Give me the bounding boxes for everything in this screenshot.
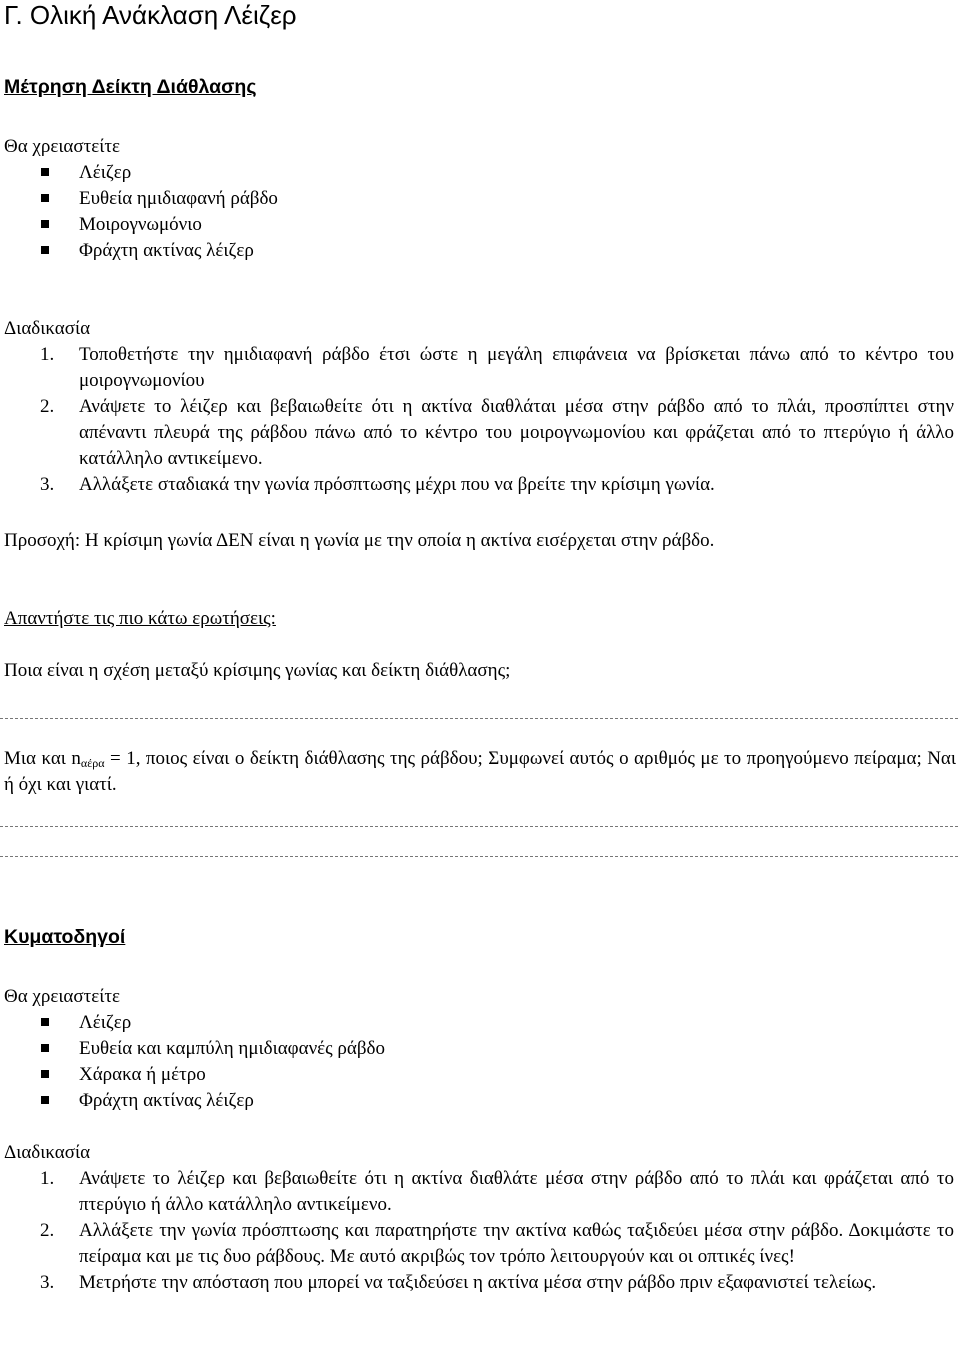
- answer-line: [0, 718, 958, 719]
- materials-list: [0, 160, 278, 264]
- list-item: Ευθεία και καμπύλη ημιδιαφανές ράβδο: [0, 1036, 385, 1062]
- question-1: Ποια είναι η σχέση μεταξύ κρίσιμης γωνίας και δείκτη διάθλασης;: [4, 660, 511, 681]
- list-item: 3. Μετρήστε την απόσταση που μπορεί να ταξιδεύσει η ακτίνα μέσα στην ράβδο πριν εξαφανιστεί τελείως.: [40, 1272, 877, 1293]
- answer-line: [0, 826, 958, 827]
- materials-label: Θα χρειαστείτε: [4, 986, 120, 1007]
- square-bullet-icon: [41, 246, 49, 254]
- list-item: Χάρακα ή μέτρο: [0, 1062, 385, 1088]
- list-item: 3. Αλλάξετε σταδιακά την γωνία πρόσπτωσης μέχρι που να βρείτε την κρίσιμη γωνία.: [40, 474, 715, 495]
- answer-line: [0, 856, 958, 857]
- square-bullet-icon: [41, 1044, 49, 1052]
- procedure-label: Διαδικασία: [4, 318, 91, 339]
- square-bullet-icon: [41, 1070, 49, 1078]
- square-bullet-icon: [41, 1096, 49, 1104]
- questions-label: Απαντήστε τις πιο κάτω ερωτήσεις:: [4, 608, 276, 629]
- list-item: 1. Τοποθετήστε την ημιδιαφανή ράβδο έτσι ώστε η μεγάλη επιφάνεια να βρίσκεται πάνω από το κέντρο του μοιρογνωμονίου: [40, 344, 954, 391]
- square-bullet-icon: [41, 220, 49, 228]
- section-heading-waveguides: Κυματοδηγοί: [4, 926, 126, 948]
- section-heading-refractive-index: Μέτρηση Δείκτη Διάθλασης: [4, 76, 257, 98]
- page-title: Γ. Ολική Ανάκλαση Λέιζερ: [4, 0, 297, 30]
- list-item: Λέιζερ: [0, 160, 278, 186]
- procedure-label: Διαδικασία: [4, 1142, 91, 1163]
- list-item: 1. Ανάψετε το λέιζερ και βεβαιωθείτε ότι η ακτίνα διαθλάτε μέσα στην ράβδο από το πλάι και φράζεται από το πτερύγιο ή άλλο κατάλληλο αντικείμενο.: [40, 1168, 954, 1215]
- list-item: Φράχτη ακτίνας λέιζερ: [0, 1088, 385, 1114]
- question-2: Μια και $n_{\alpha έ\rho\alpha} = 1$, ποιος είναι ο δείκτη διάθλασης της ράβδου; Συμφωνεί αυτός ο αριθμός με το προηγούμενο πείραμα; Ναι ή όχι και γιατί.: [4, 748, 957, 795]
- list-item: Φράχτη ακτίνας λέιζερ: [0, 238, 278, 264]
- list-item: 2. Αλλάξετε την γωνία πρόσπτωσης και παρατηρήστε την ακτίνα καθώς ταξιδεύει μέσα στην ράβδο. Δοκιμάστε το πείραμα και με τις δυο ράβδους. Με αυτό ακριβώς τον τρόπο λειτουργούν και οι οπτικές ίνες!: [40, 1220, 954, 1267]
- list-item: Μοιρογνωμόνιο: [0, 212, 278, 238]
- square-bullet-icon: [41, 1018, 49, 1026]
- warning-note: Προσοχή: Η κρίσιμη γωνία ΔΕΝ είναι η γωνία με την οποία η ακτίνα εισέρχεται στην ράβδο.: [4, 530, 715, 551]
- list-item: Λέιζερ: [0, 1010, 385, 1036]
- materials-list: [0, 1010, 385, 1114]
- procedure-steps: [0, 342, 958, 498]
- procedure-steps: [0, 1166, 958, 1296]
- materials-label: Θα χρειαστείτε: [4, 136, 120, 157]
- list-item: 2. Ανάψετε το λέιζερ και βεβαιωθείτε ότι η ακτίνα διαθλάται μέσα στην ράβδο από το πλάι, προσπίπτει στην απέναντι πλευρά της ράβδου πάνω από το κέντρο του μοιρογνωμονίου και φράζεται από το πτερύγιο ή άλλο κατάλληλο αντικείμενο.: [40, 396, 954, 469]
- square-bullet-icon: [41, 168, 49, 176]
- square-bullet-icon: [41, 194, 49, 202]
- list-item: Ευθεία ημιδιαφανή ράβδο: [0, 186, 278, 212]
